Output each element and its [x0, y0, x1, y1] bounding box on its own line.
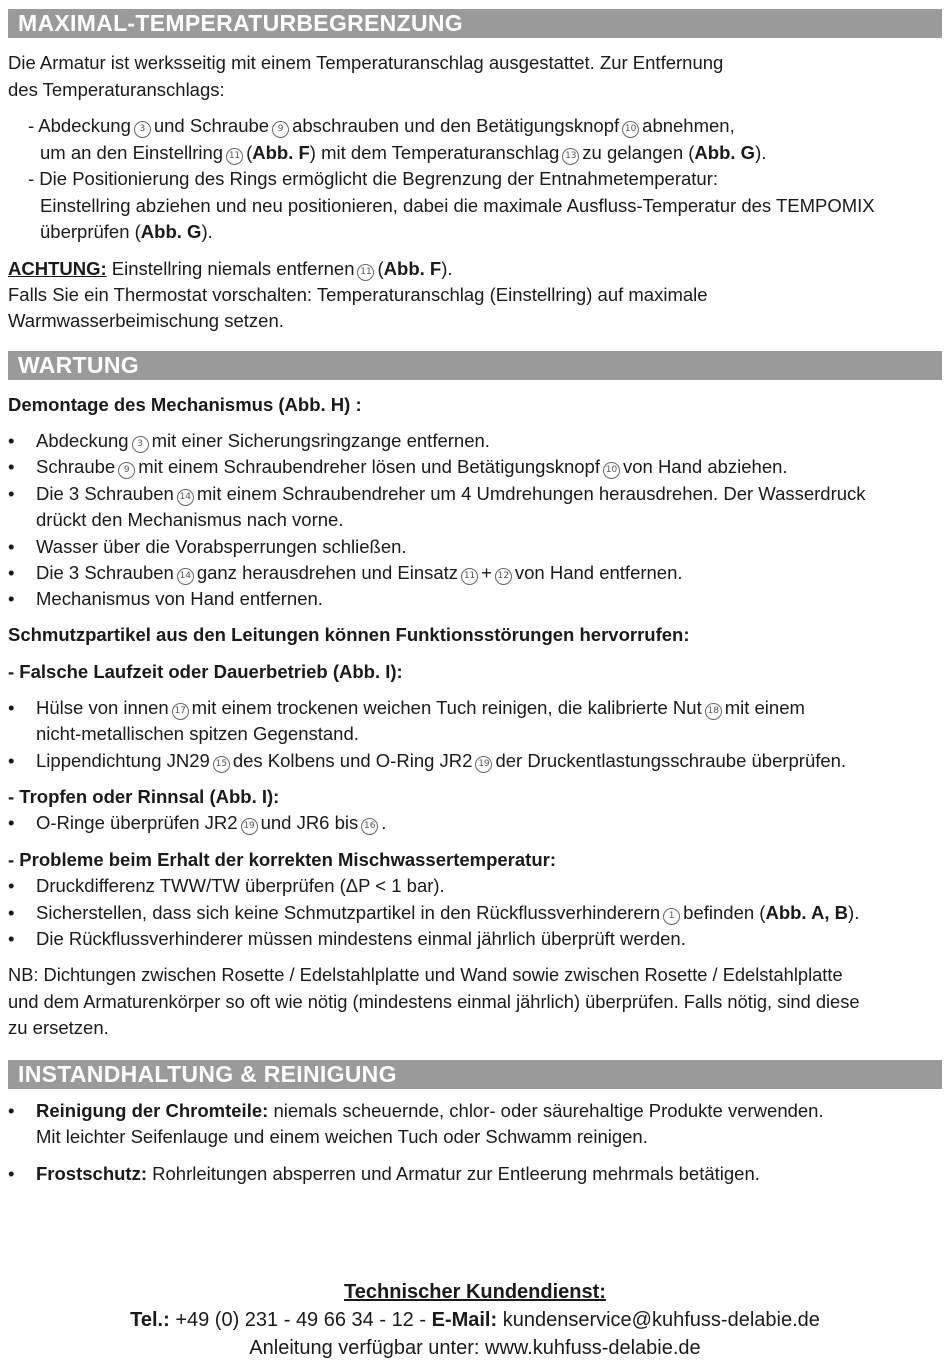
- demontage-step3-line2: drückt den Mechanismus nach vorne.: [36, 509, 344, 530]
- demontage-step1: Abdeckung 3 mit einer Sicherungsringzange entfernen.: [36, 430, 490, 451]
- temp-step2-line2: Einstellring abziehen und neu positionieren, dabei die maximale Ausfluss-Temperatur des TEMPOMIX: [40, 195, 875, 216]
- section-header-maintenance: WARTUNG: [8, 351, 942, 380]
- falsche-step2: Lippendichtung JN29 15 des Kolbens und O-Ring JR2 19 der Druckentlastungsschraube überprüfen.: [36, 750, 847, 771]
- cleaning-line2: Mit leichter Seifenlauge und einem weichen Tuch oder Schwamm reinigen.: [36, 1126, 648, 1147]
- ref-number-icon: 18: [705, 703, 722, 720]
- nb-line3: zu ersetzen.: [8, 1017, 109, 1038]
- achtung-label: ACHTUNG:: [8, 258, 107, 279]
- footer-website[interactable]: Anleitung verfügbar unter: www.kuhfuss-delabie.de: [249, 1337, 701, 1359]
- temp-step2-line1: - Die Positionierung des Rings ermöglicht die Begrenzung der Entnahmetemperatur:: [28, 168, 719, 189]
- ref-number-icon: 14: [177, 568, 194, 585]
- nb-line1: NB: Dichtungen zwischen Rosette / Edelstahlplatte und Wand sowie zwischen Rosette / Edelstahlplatte: [8, 964, 843, 985]
- temp-step2-line3: überprüfen (Abb. G).: [40, 221, 213, 242]
- probleme-step1: Druckdifferenz TWW/TW überprüfen (ΔP < 1 bar).: [36, 875, 445, 896]
- bullet-icon: •: [8, 456, 15, 477]
- bullet-icon: •: [8, 812, 15, 833]
- demontage-step5: Die 3 Schrauben 14 ganz herausdrehen und Einsatz 11 + 12 von Hand entfernen.: [36, 562, 683, 583]
- ref-number-icon: 11: [226, 148, 243, 165]
- section-header-temperature: MAXIMAL-TEMPERATURBEGRENZUNG: [8, 9, 942, 38]
- nb-line2: und dem Armaturenkörper so oft wie nötig (mindestens einmal jährlich) überprüfen. Falls nötig, sind diese: [8, 991, 860, 1012]
- demontage-step2: Schraube 9 mit einem Schraubendreher lösen und Betätigungsknopf 10 von Hand abziehen.: [36, 456, 788, 477]
- probleme-step3: Die Rückflussverhinderer müssen mindestens einmal jährlich überprüft werden.: [36, 928, 686, 949]
- frost-line: Frostschutz: Rohrleitungen absperren und Armatur zur Entleerung mehrmals betätigen.: [36, 1163, 760, 1184]
- footer-title: Technischer Kundendienst:: [344, 1281, 606, 1303]
- ref-number-icon: 19: [475, 756, 492, 773]
- bullet-icon: •: [8, 902, 15, 923]
- falsche-step1-line2: nicht-metallischen spitzen Gegenstand.: [36, 723, 359, 744]
- bullet-icon: •: [8, 697, 15, 718]
- ref-number-icon: 10: [603, 462, 620, 479]
- ref-number-icon: 13: [562, 148, 579, 165]
- bullet-icon: •: [8, 1100, 15, 1121]
- demontage-step4: Wasser über die Vorabsperrungen schließen.: [36, 536, 407, 557]
- ref-number-icon: 15: [213, 756, 230, 773]
- schmutz-heading: Schmutzpartikel aus den Leitungen können Funktionsstörungen hervorrufen:: [8, 624, 690, 645]
- bullet-icon: •: [8, 875, 15, 896]
- probleme-step2: Sicherstellen, dass sich keine Schmutzpartikel in den Rückflussverhinderern 1 befinden (Abb. A, B).: [36, 902, 860, 923]
- ref-number-icon: 16: [361, 818, 378, 835]
- ref-number-icon: 14: [177, 489, 194, 506]
- bullet-icon: •: [8, 483, 15, 504]
- achtung-line: ACHTUNG: Einstellring niemals entfernen 11 (Abb. F).: [8, 258, 453, 279]
- tropfen-step1: O-Ringe überprüfen JR2 19 und JR6 bis 16 .: [36, 812, 387, 833]
- frost-label: Frostschutz:: [36, 1163, 147, 1184]
- ref-number-icon: 3: [132, 436, 149, 453]
- falls-line2: Warmwasserbeimischung setzen.: [8, 310, 284, 331]
- ref-number-icon: 10: [622, 121, 639, 138]
- falsche-heading: - Falsche Laufzeit oder Dauerbetrieb (Abb. I):: [8, 661, 403, 682]
- probleme-heading: - Probleme beim Erhalt der korrekten Mischwassertemperatur:: [8, 849, 556, 870]
- phone-number[interactable]: +49 (0) 231 - 49 66 34 - 12 -: [175, 1309, 427, 1331]
- temp-intro-line1: Die Armatur ist werksseitig mit einem Temperaturanschlag ausgestattet. Zur Entfernung: [8, 52, 724, 73]
- ref-number-icon: 19: [241, 818, 258, 835]
- ref-number-icon: 9: [118, 462, 135, 479]
- bullet-icon: •: [8, 1163, 15, 1184]
- ref-number-icon: 17: [172, 703, 189, 720]
- demontage-heading: Demontage des Mechanismus (Abb. H) :: [8, 394, 362, 415]
- bullet-icon: •: [8, 588, 15, 609]
- falsche-step1-line1: Hülse von innen 17 mit einem trockenen weichen Tuch reinigen, die kalibrierte Nut 18 mit einem: [36, 697, 805, 718]
- demontage-step3-line1: Die 3 Schrauben 14 mit einem Schraubendreher um 4 Umdrehungen herausdrehen. Der Wasserdruck: [36, 483, 866, 504]
- ref-number-icon: 3: [134, 121, 151, 138]
- tropfen-heading: - Tropfen oder Rinnsal (Abb. I):: [8, 786, 280, 807]
- footer-contact: Tel.: +49 (0) 231 - 49 66 34 - 12 - E-Mail: kundenservice@kuhfuss-delabie.de: [130, 1309, 820, 1331]
- email-link[interactable]: kundenservice@kuhfuss-delabie.de: [502, 1309, 820, 1331]
- temp-step1-line2: um an den Einstellring 11 (Abb. F) mit dem Temperaturanschlag 13 zu gelangen (Abb. G).: [40, 142, 767, 163]
- ref-number-icon: 12: [495, 568, 512, 585]
- section-header-care-cleaning: INSTANDHALTUNG & REINIGUNG: [8, 1060, 942, 1089]
- bullet-icon: •: [8, 430, 15, 451]
- bullet-icon: •: [8, 536, 15, 557]
- bullet-icon: •: [8, 928, 15, 949]
- ref-number-icon: 11: [357, 264, 374, 281]
- bullet-icon: •: [8, 562, 15, 583]
- bullet-icon: •: [8, 750, 15, 771]
- cleaning-line1: Reinigung der Chromteile: niemals scheuernde, chlor- oder säurehaltige Produkte verwenden.: [36, 1100, 824, 1121]
- ref-number-icon: 9: [272, 121, 289, 138]
- temp-step1-line1: - Abdeckung 3 und Schraube 9 abschrauben und den Betätigungsknopf 10 abnehmen,: [28, 115, 735, 136]
- cleaning-label: Reinigung der Chromteile:: [36, 1100, 269, 1121]
- ref-number-icon: 1: [663, 908, 680, 925]
- falls-line1: Falls Sie ein Thermostat vorschalten: Temperaturanschlag (Einstellring) auf maximale: [8, 284, 708, 305]
- demontage-step6: Mechanismus von Hand entfernen.: [36, 588, 323, 609]
- temp-intro-line2: des Temperaturanschlags:: [8, 79, 225, 100]
- ref-number-icon: 11: [461, 568, 478, 585]
